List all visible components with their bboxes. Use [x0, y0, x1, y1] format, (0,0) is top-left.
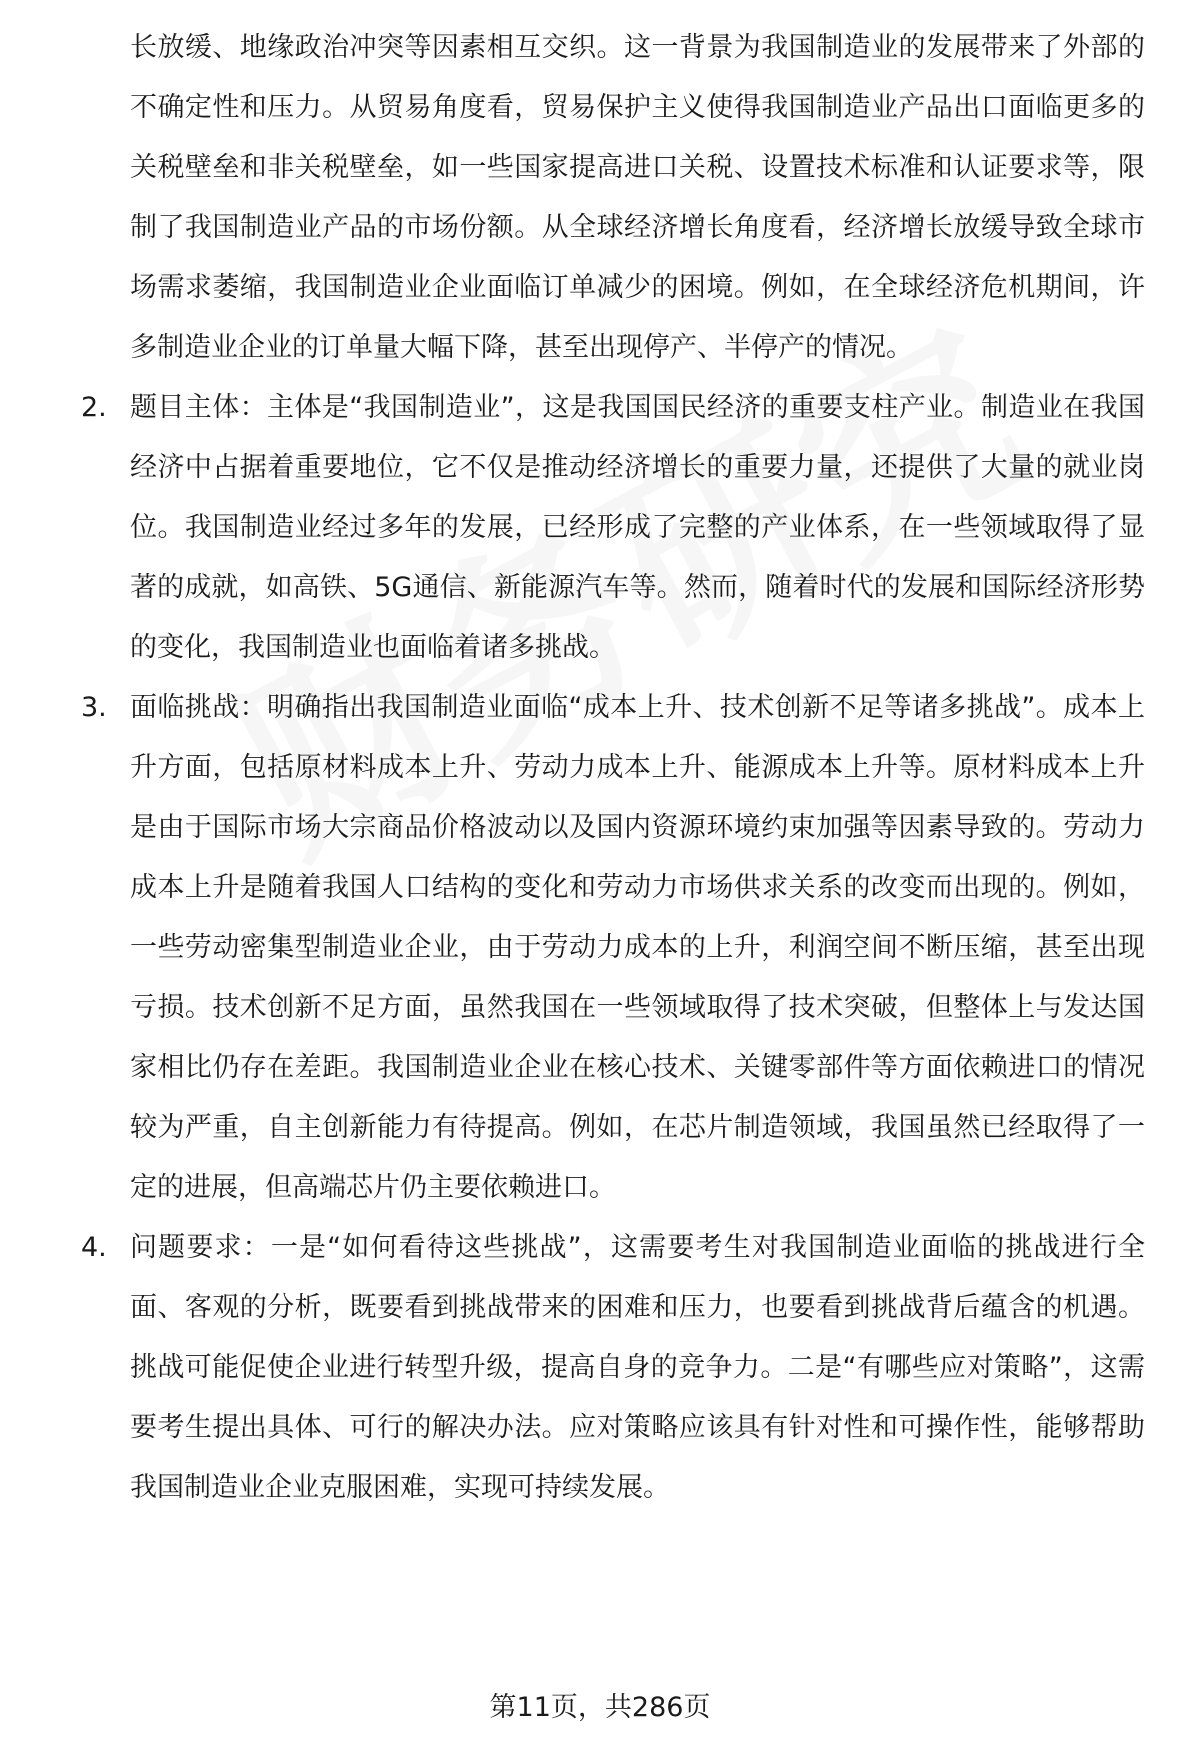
list-item-number: 3. — [81, 692, 107, 723]
list-item-number: 2. — [81, 392, 107, 423]
numbered-list — [75, 378, 1145, 1518]
list-item — [75, 1218, 1145, 1518]
page-number: 第11页，共286页 — [489, 1692, 711, 1723]
page-content — [75, 18, 1145, 1518]
list-item-number: 4. — [81, 1232, 107, 1263]
list-item — [75, 678, 1145, 1218]
list-item-text: 问题要求：一是“如何看待这些挑战”，这需要考生对我国制造业面临的挑战进行全面、客观的分析，既要看到挑战带来的困难和压力，也要看到挑战背后蕴含的机遇。挑战可能促使企业进行转型升级，提高自身的竞争力。二是“有哪些应对策略”，这需要考生提出具体、可行的解决办法。应对策略应该具有针对性和可操作性，能够帮助我国制造业企业克服困难，实现可持续发展。 — [130, 1232, 1145, 1503]
list-item-text: 面临挑战：明确指出我国制造业面临“成本上升、技术创新不足等诸多挑战”。成本上升方面，包括原材料成本上升、劳动力成本上升、能源成本上升等。原材料成本上升是由于国际市场大宗商品价格波动以及国内资源环境约束加强等因素导致的。劳动力成本上升是随着我国人口结构的变化和劳动力市场供求关系的改变而出现的。例如，一些劳动密集型制造业企业，由于劳动力成本的上升，利润空间不断压缩，甚至出现亏损。技术创新不足方面，虽然我国在一些领域取得了技术突破，但整体上与发达国家相比仍存在差距。我国制造业企业在核心技术、关键零部件等方面依赖进口的情况较为严重，自主创新能力有待提高。例如，在芯片制造领域，我国虽然已经取得了一定的进展，但高端芯片仍主要依赖进口。 — [130, 692, 1145, 1203]
list-item-text: 题目主体：主体是“我国制造业”，这是我国国民经济的重要支柱产业。制造业在我国经济中占据着重要地位，它不仅是推动经济增长的重要力量，还提供了大量的就业岗位。我国制造业经过多年的发展，已经形成了完整的产业体系，在一些领域取得了显著的成就，如高铁、5G通信、新能源汽车等。然而，随着时代的发展和国际经济形势的变化，我国制造业也面临着诸多挑战。 — [130, 392, 1145, 663]
intro-paragraph: 长放缓、地缘政治冲突等因素相互交织。这一背景为我国制造业的发展带来了外部的不确定性和压力。从贸易角度看，贸易保护主义使得我国制造业产品出口面临更多的关税壁垒和非关税壁垒，如一些国家提高进口关税、设置技术标准和认证要求等，限制了我国制造业产品的市场份额。从全球经济增长角度看，经济增长放缓导致全球市场需求萎缩，我国制造业企业面临订单减少的困境。例如，在全球经济危机期间，许多制造业企业的订单量大幅下降，甚至出现停产、半停产的情况。 — [130, 32, 1145, 363]
list-item — [75, 378, 1145, 678]
